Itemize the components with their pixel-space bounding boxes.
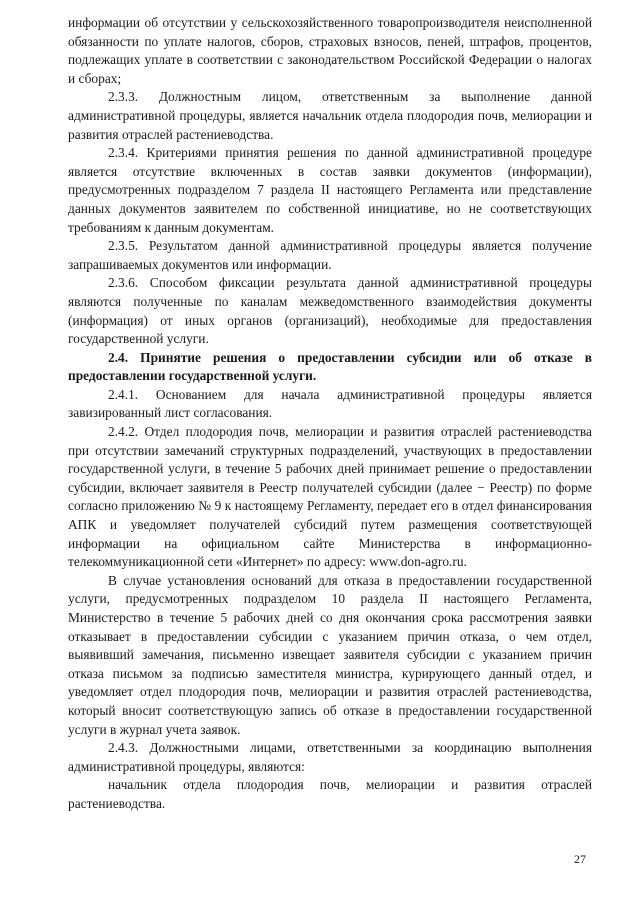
paragraph-2-3-5: 2.3.5. Результатом данной административной процедуры является получение запрашиваемых документов или информации. (68, 238, 592, 272)
paragraph-refusal: В случае установления оснований для отказа в предоставлении государственной услуги, предусмотренных подразделом 10 раздела II настоящего Регламента, Министерство в течение 5 рабочих дней со дня окончания срока рассмотрения заявки отказывает в предоставлении субсидии с указанием причин отказа, о чем отдел, выявивший замечания, письменно извещает заявителя субсидии с указанием причин отказа письмом за подписью заместителя министра, курирующего данный отдел, и уведомляет отдел плодородия почв, мелиорации и развития отраслей растениеводства, который вносит соответствующую запись об отказе в предоставлении государственной услуги в журнал учета заявок. (68, 572, 592, 737)
section-heading-2-4: 2.4. Принятие решения о предоставлении субсидии или об отказе в предоставлении государственной услуги. (68, 349, 592, 384)
document-page (68, 14, 592, 814)
page-number: 27 (574, 852, 586, 866)
paragraph-2-4-2: 2.4.2. Отдел плодородия почв, мелиорации и развития отраслей растениеводства при отсутствии замечаний структурных подразделений, участвующих в предоставлении государственной услуги, в течение 5 рабочих дней принимает решение о предоставлении субсидии, включает заявителя в Реестр получателей субсидии (далее − Реестр) по форме согласно приложению № 9 к настоящему Регламенту, передает его в отдел финансирования АПК и уведомляет получателей субсидий путем размещения соответствующей информации на официальном сайте Министерства в информационно-телекоммуникационной сети «Интернет» по адресу: www.don-agro.ru. (68, 424, 592, 570)
paragraph-responsible-head: начальник отдела плодородия почв, мелиорации и развития отраслей растениеводства. (68, 777, 592, 811)
paragraph-2-3-6: 2.3.6. Способом фиксации результата данной административной процедуры являются полученные по каналам межведомственного взаимодействия документы (информация) от иных органов (организаций), необходимые для предоставления государственной услуги. (68, 275, 592, 347)
paragraph-2-4-1: 2.4.1. Основанием для начала административной процедуры является завизированный лист согласования. (68, 386, 592, 421)
paragraph-2-3-3: 2.3.3. Должностным лицом, ответственным за выполнение данной административной процедуры, является начальник отдела плодородия почв, мелиорации и развития отраслей растениеводства. (68, 89, 592, 142)
paragraph-2-4-3: 2.4.3. Должностными лицами, ответственными за координацию выполнения административной процедуры, являются: (68, 740, 592, 774)
paragraph-tax-info: информации об отсутствии у сельскохозяйственного товаропроизводителя неисполненной обязанности по уплате налогов, сборов, страховых взносов, пеней, штрафов, процентов, подлежащих уплате в соответствии с законодательством Российской Федерации о налогах и сборах; (68, 15, 592, 86)
paragraph-2-3-4: 2.3.4. Критериями принятия решения по данной административной процедуре является отсутствие включенных в состав заявки документов (информации), предусмотренных подразделом 7 раздела II настоящего Регламента или представление данных документов заявителем по собственной инициативе, но не соответствующих требованиям к данным документам. (68, 145, 592, 235)
